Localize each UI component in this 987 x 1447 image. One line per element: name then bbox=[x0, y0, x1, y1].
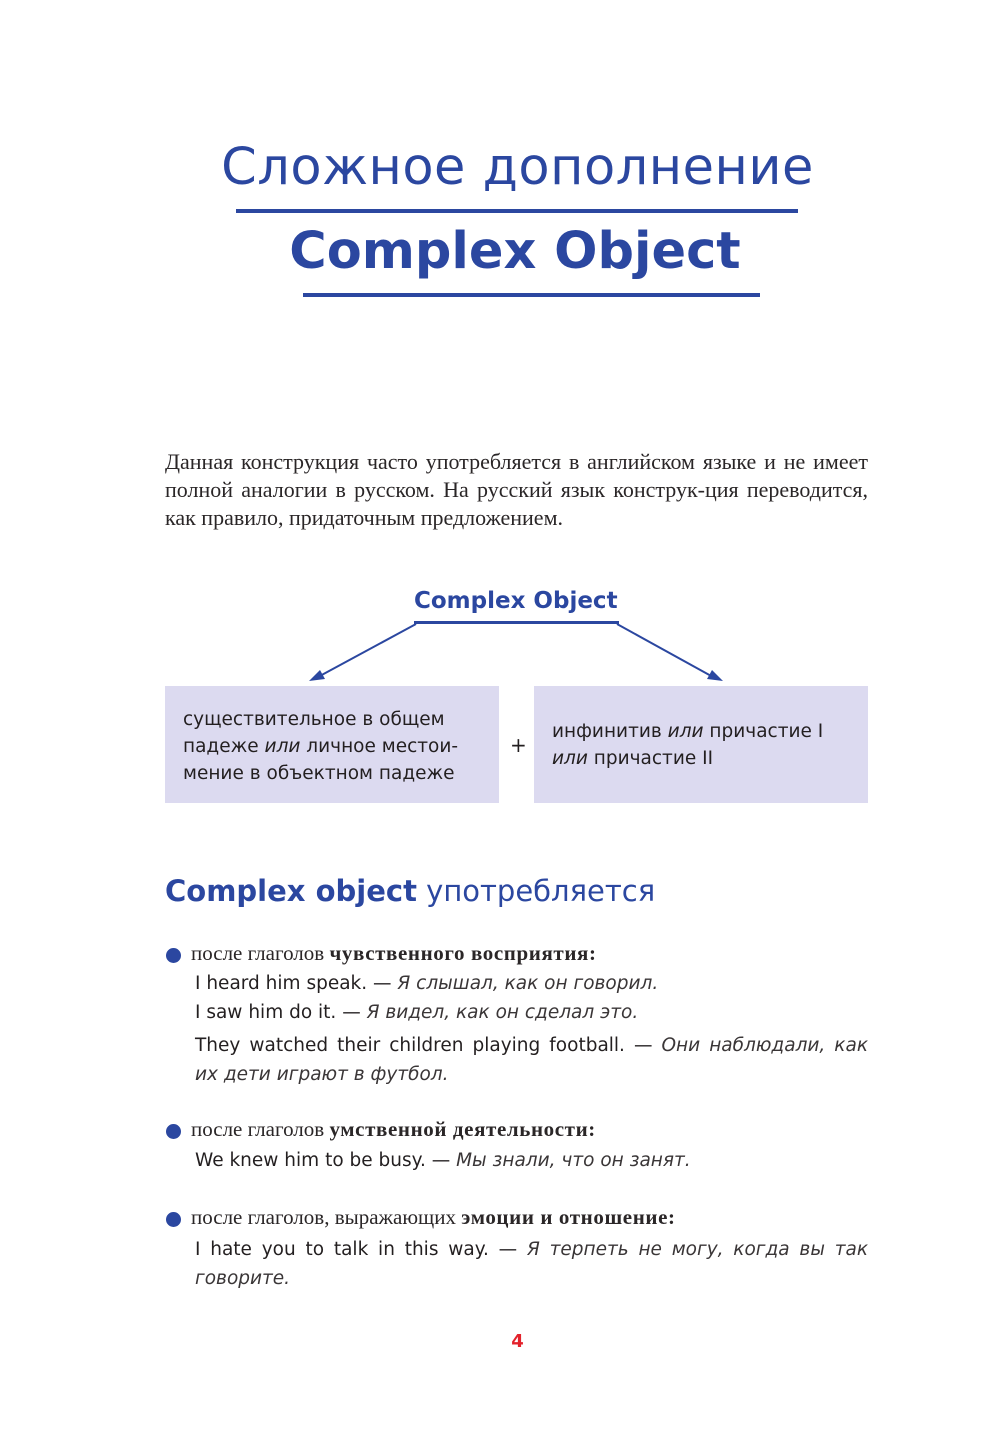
bullet-icon bbox=[166, 1212, 181, 1227]
right-box-or-1: или bbox=[667, 721, 704, 742]
example-translation: Они наблюдали, как их дети играют в футбол. bbox=[195, 1035, 868, 1085]
page-number: 4 bbox=[511, 1331, 524, 1352]
page-title-en: Complex Object bbox=[289, 222, 741, 281]
left-box bbox=[165, 686, 499, 803]
bullet-3-intro-bold: эмоции и отношение: bbox=[461, 1205, 676, 1229]
plus-sign: + bbox=[510, 733, 527, 757]
bullet-2-intro-text: после глаголов bbox=[191, 1117, 330, 1141]
diagram-label: Complex Object bbox=[414, 588, 618, 614]
right-box-line-2 bbox=[552, 745, 868, 772]
left-box-line-2c: личное местои- bbox=[300, 736, 459, 757]
right-box bbox=[534, 686, 868, 803]
example-1-3 bbox=[195, 1031, 868, 1089]
example-translation: Я видел, как он сделал это. bbox=[366, 1002, 639, 1023]
bullet-icon bbox=[166, 948, 181, 963]
example-translation: Я слышал, как он говорил. bbox=[397, 973, 659, 994]
bullet-2-intro-bold: умственной деятельности: bbox=[329, 1117, 596, 1141]
bullet-1-intro-bold: чувственного восприятия: bbox=[329, 941, 597, 965]
left-box-line-2a: падеже bbox=[183, 736, 265, 757]
left-box-line-2 bbox=[183, 733, 499, 760]
intro-paragraph: Данная конструкция часто употребляется в английском языке и не имеет полной аналогии в русском. На русский язык конструк-ция переводится, как правило, придаточным предложением. bbox=[165, 449, 868, 530]
example-en: I hate you to talk in this way. bbox=[195, 1239, 489, 1260]
example-dash: — bbox=[367, 973, 398, 994]
left-box-line-3: мение в объектном падеже bbox=[183, 763, 455, 784]
example-en: We knew him to be busy. bbox=[195, 1150, 426, 1171]
example-1-2 bbox=[195, 1002, 638, 1023]
example-en: I heard him speak. bbox=[195, 973, 368, 994]
example-3-1 bbox=[195, 1235, 868, 1293]
example-1-1 bbox=[195, 973, 658, 994]
example-en: They watched their children playing football. bbox=[195, 1035, 625, 1056]
left-box-line-1: существительное в общем bbox=[183, 709, 445, 730]
example-translation: Мы знали, что он занят. bbox=[456, 1150, 691, 1171]
bullet-3-intro bbox=[191, 1205, 676, 1230]
right-box-line-1 bbox=[552, 718, 868, 745]
bullet-1-intro bbox=[191, 941, 597, 966]
page-title-ru: Сложное дополнение bbox=[221, 138, 814, 197]
bullet-icon bbox=[166, 1124, 181, 1139]
example-dash: — bbox=[336, 1002, 367, 1023]
example-dash: — bbox=[624, 1035, 662, 1056]
bullet-2-intro bbox=[191, 1117, 596, 1142]
bullet-3-intro-text: после глаголов, выражающих bbox=[191, 1205, 462, 1229]
example-dash: — bbox=[488, 1239, 527, 1260]
example-en: I saw him do it. bbox=[195, 1002, 337, 1023]
right-box-or-2: или bbox=[552, 748, 588, 769]
arrow-right-icon bbox=[617, 624, 723, 681]
right-box-line-2b: причастие II bbox=[587, 748, 714, 769]
example-translation: Я терпеть не могу, когда вы так говорите. bbox=[195, 1239, 868, 1289]
arrow-left-icon bbox=[309, 624, 416, 681]
bullet-1-intro-text: после глаголов bbox=[191, 941, 330, 965]
example-dash: — bbox=[425, 1150, 457, 1171]
right-box-line-1a: инфинитив bbox=[552, 721, 668, 742]
right-box-line-1c: причастие I bbox=[703, 721, 824, 742]
section-heading-bold: Complex object bbox=[165, 874, 417, 908]
diagram-arrows bbox=[0, 0, 987, 700]
section-heading bbox=[165, 874, 655, 908]
section-heading-rest: употребляется bbox=[426, 874, 656, 908]
left-box-or: или bbox=[264, 736, 301, 757]
example-2-1 bbox=[195, 1150, 691, 1171]
